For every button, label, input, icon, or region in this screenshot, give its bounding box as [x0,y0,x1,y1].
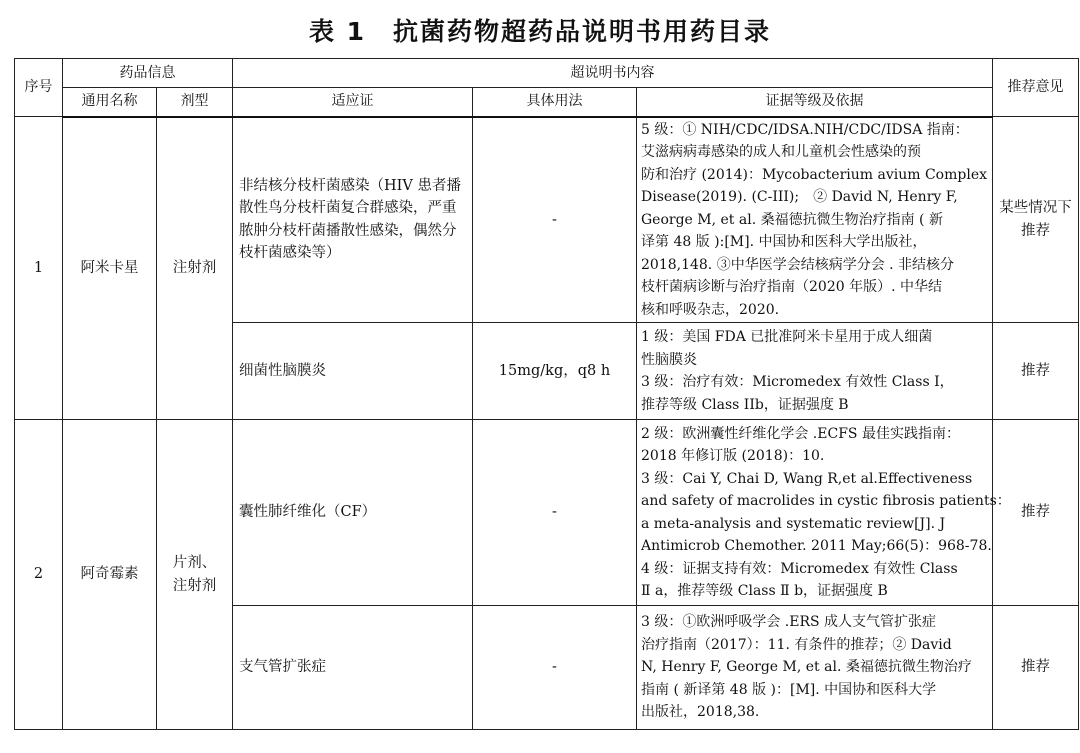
row-usage: - [473,420,637,606]
evidence-line: 推荐等级 Class IIb，证据强度 B [641,396,849,413]
evidence-line: George M, et al. 桑福德抗微生物治疗指南 ( 新 [641,211,943,228]
row-recommend: 推荐 [993,420,1079,606]
header-indication: 适应证 [233,88,473,117]
offlabel-drug-table [14,58,1079,730]
evidence-line: Antimicrob Chemother. 2011 May;66(5)：968-78. [641,538,992,554]
row-recommend: 某些情况下推荐 [993,117,1079,323]
row-evidence [637,606,993,730]
evidence-line: 1 级：美国 FDA 已批准阿米卡星用于成人细菌 [641,329,933,345]
evidence-line: 4 级：证据支持有效：Micromedex 有效性 Class [641,560,958,577]
row-evidence [637,117,993,323]
header-drug-info: 药品信息 [63,59,233,88]
evidence-line: Disease(2019). (C-III); ② David N, Henry F, [641,189,958,205]
row-dosage-form: 注射剂 [157,117,233,420]
evidence-line: Ⅱ a，推荐等级 Class Ⅱ b，证据强度 B [641,583,888,599]
evidence-line: 2018 年修订版 (2018)：10. [641,448,825,464]
evidence-line: 性脑膜炎 [641,351,697,368]
row-recommend: 推荐 [993,606,1079,730]
evidence-line: 枝杆菌病诊断与治疗指南（2020 年版）. 中华结 [641,279,942,295]
header-offlabel-content: 超说明书内容 [233,59,993,88]
evidence-line: 3 级：治疗有效：Micromedex 有效性 Class I， [641,374,954,390]
table-row [15,117,1079,323]
row-indication: 支气管扩张症 [233,606,473,730]
table-title: 表 1 抗菌药物超药品说明书用药目录 [308,17,772,46]
evidence-line: 核和呼吸杂志，2020. [641,301,780,318]
row-usage: 15mg/kg，q8 h [473,323,637,420]
evidence-line: N, Henry F, George M, et al. 桑福德抗微生物治疗 [641,659,972,676]
evidence-line: 防和治疗 (2014)：Mycobacterium avium Complex [641,166,988,183]
evidence-line: and safety of macrolides in cystic fibrosis patients： [641,493,1011,509]
row-generic-name: 阿奇霉素 [63,420,157,730]
evidence-line: 指南 ( 新译第 48 版 )：[M]. 中国协和医科大学 [641,681,937,698]
header-usage: 具体用法 [473,88,637,117]
row-recommend: 推荐 [993,323,1079,420]
row-seq: 2 [15,420,63,730]
row-indication: 囊性肺纤维化（CF） [233,420,473,606]
evidence-line: 3 级：Cai Y, Chai D, Wang R,et al.Effectiveness [641,470,973,487]
header-recommend: 推荐意见 [993,59,1079,117]
evidence-line: 2018,148. ③中华医学会结核病学分会 . 非结核分 [641,256,955,273]
evidence-line: 2 级：欧洲囊性纤维化学会 .ECFS 最佳实践指南： [641,425,960,442]
evidence-line: 治疗指南（2017）：11. 有条件的推荐；② David [641,636,952,653]
row-evidence [637,420,1011,606]
table-row [15,420,1079,606]
row-usage: - [473,117,637,323]
header-evidence: 证据等级及依据 [637,88,993,117]
evidence-line: 3 级：①欧洲呼吸学会 .ERS 成人支气管扩张症 [641,614,937,631]
row-indication: 非结核分枝杆菌感染（HIV 患者播散性鸟分枝杆菌复合群感染，严重脓肿分枝杆菌播散性感染，偶然分枝杆菌感染等） [233,117,473,323]
evidence-line: 5 级：① NIH/CDC/IDSA.NIH/CDC/IDSA 指南： [641,121,969,138]
header-dosage-form: 剂型 [157,88,233,117]
row-seq: 1 [15,117,63,420]
evidence-line: 艾滋病病毒感染的成人和儿童机会性感染的预 [641,144,921,160]
header-row-1 [15,59,1079,88]
row-indication: 细菌性脑膜炎 [233,323,473,420]
header-seq: 序号 [15,59,63,117]
header-row-2 [15,88,1079,117]
row-evidence [637,323,993,420]
evidence-line: 出版社，2018,38. [641,704,760,721]
evidence-line: a meta-analysis and systematic review[J]. J [641,515,946,532]
row-dosage-form: 片剂、注射剂 [157,420,233,730]
row-usage: - [473,606,637,730]
row-generic-name: 阿米卡星 [63,117,157,420]
header-generic-name: 通用名称 [63,88,157,117]
evidence-line: 译第 48 版 ):[M]. 中国协和医科大学出版社， [641,234,927,250]
